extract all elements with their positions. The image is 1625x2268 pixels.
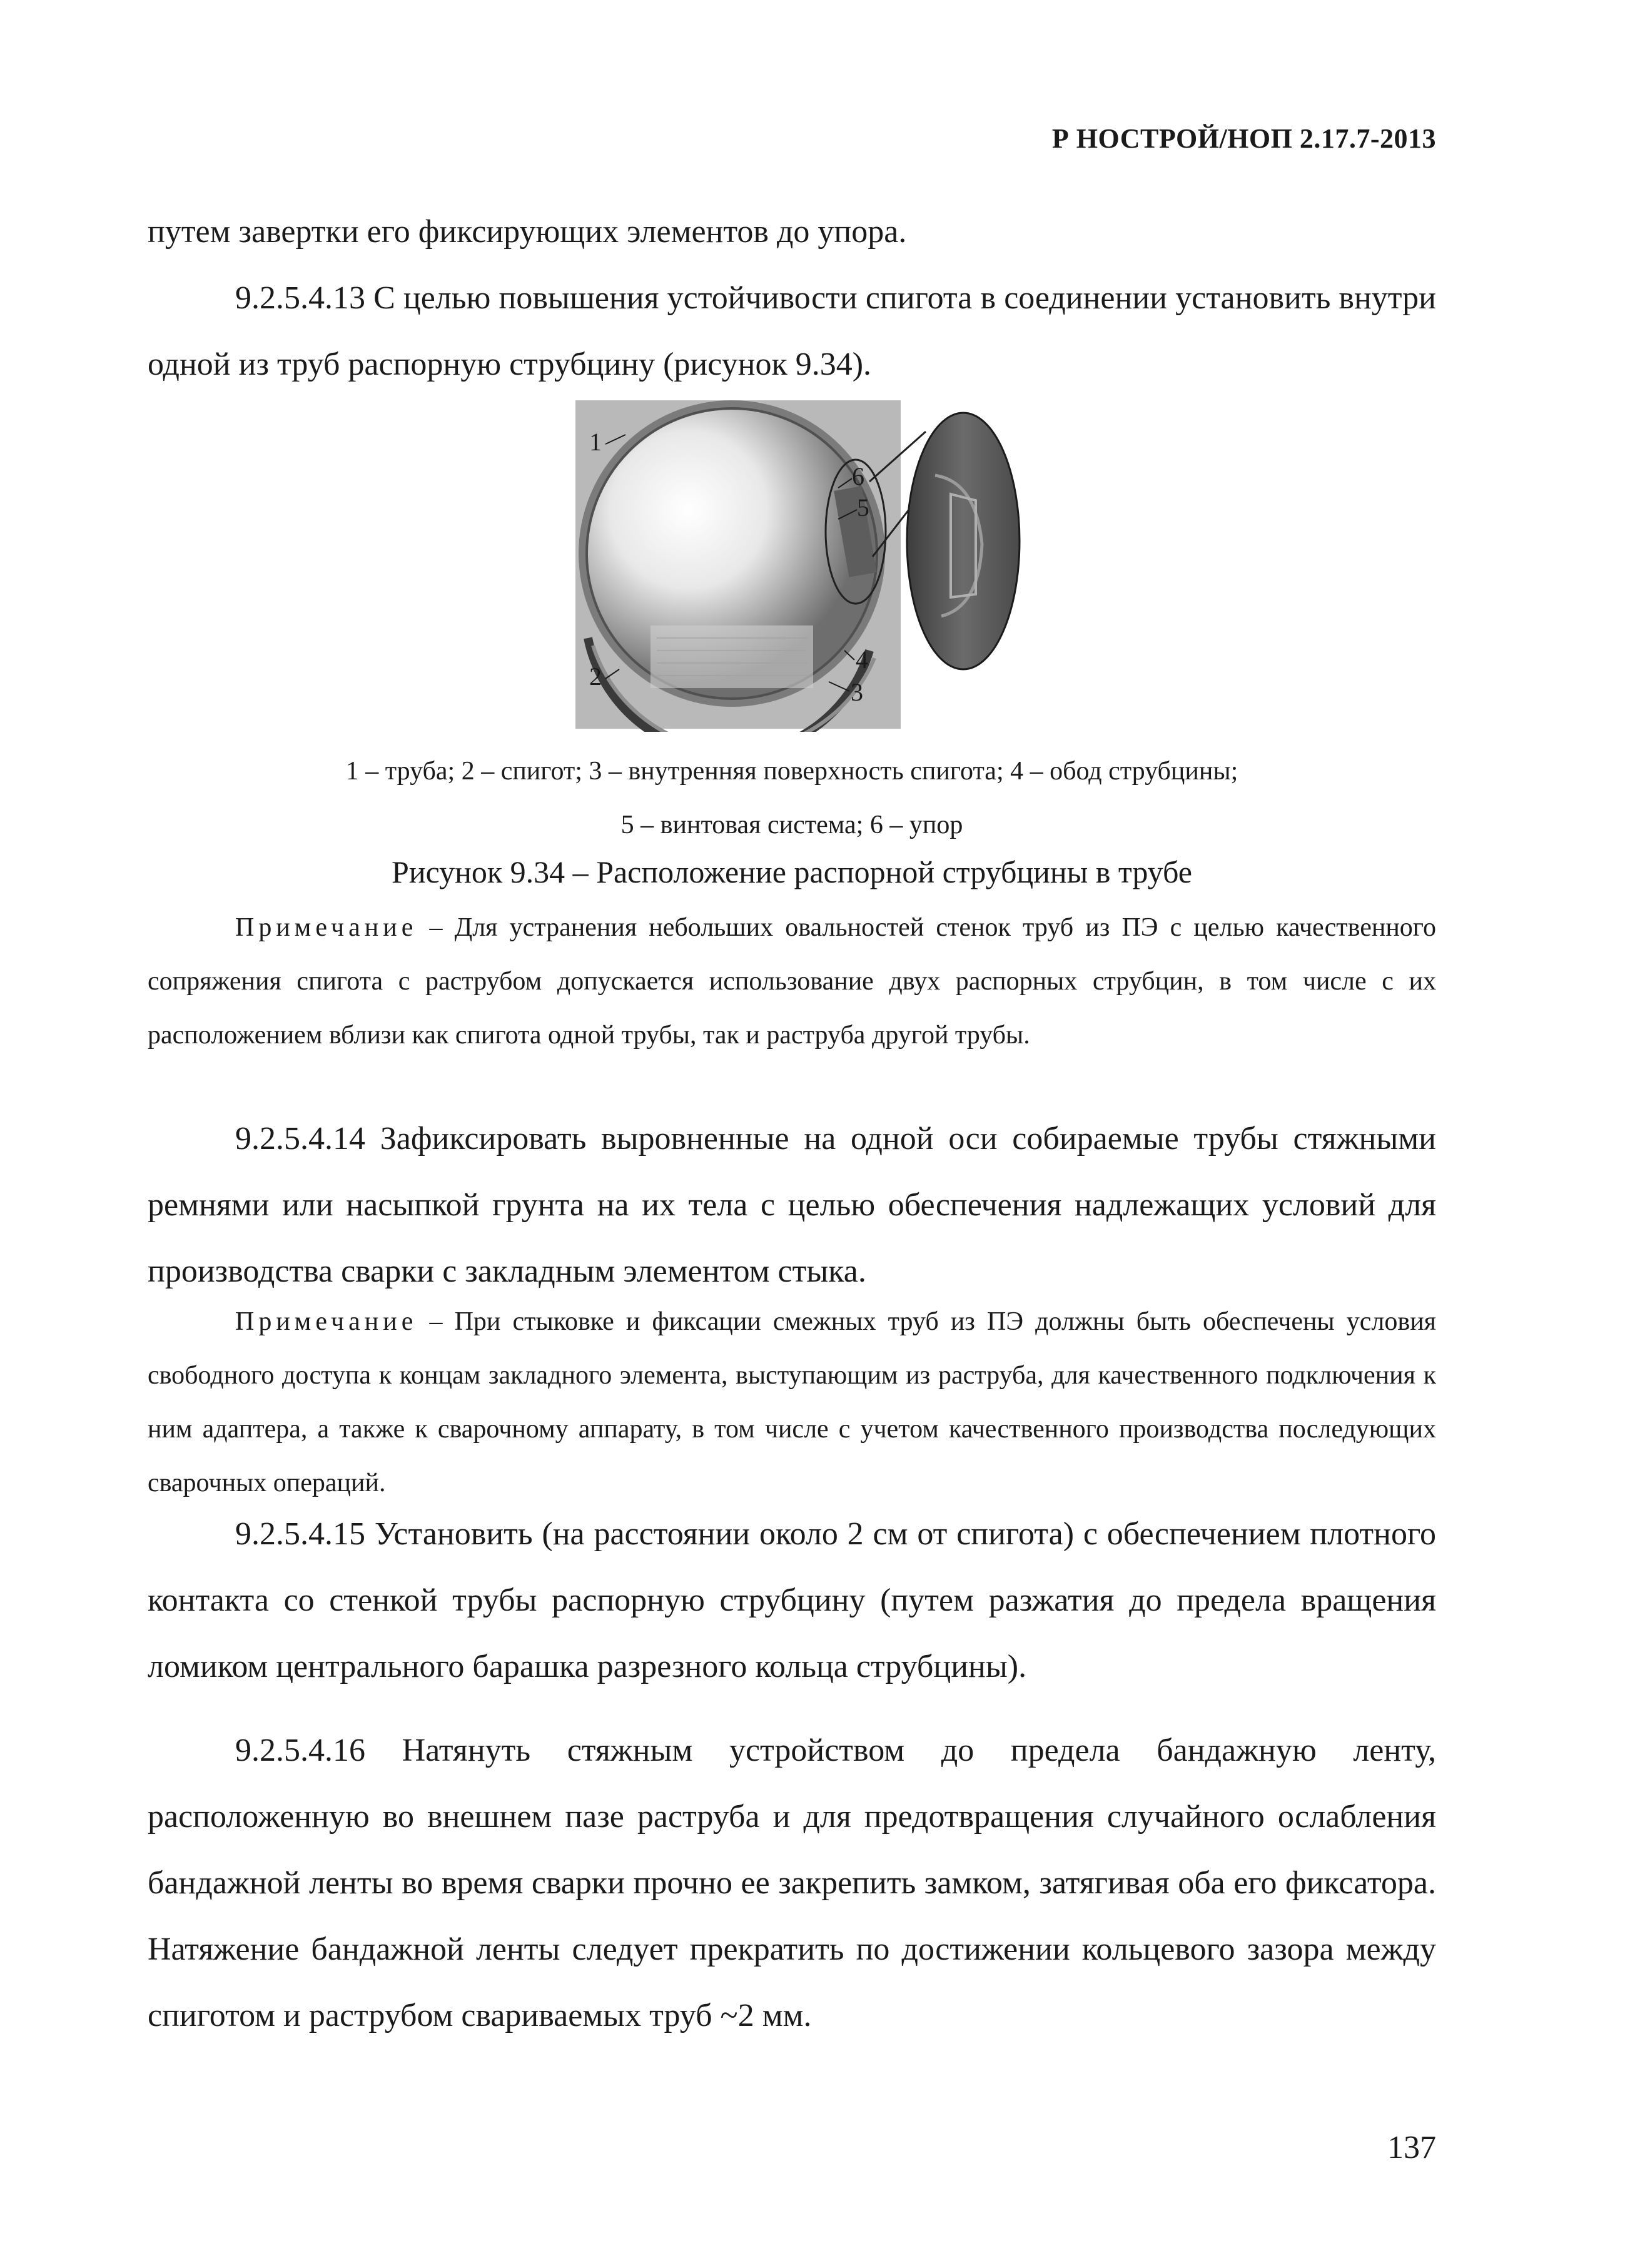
- fig-label-2: 2: [589, 662, 602, 691]
- paragraph-block-bottom: [148, 1501, 1436, 2049]
- note-1: [148, 901, 1436, 1062]
- paragraph-block-top: [148, 199, 1436, 398]
- fig-label-6: 6: [852, 462, 864, 490]
- figure-legend-line-2: 5 – винтовая система; 6 – упор: [620, 811, 963, 839]
- page-number: 137: [1387, 2130, 1436, 2165]
- note-1-label: Примечание: [235, 913, 418, 942]
- document-code-header: Р НОСТРОЙ/НОП 2.17.7-2013: [1051, 123, 1436, 154]
- figure-title: Рисунок 9.34 – Расположение распорной струбцины в трубе: [392, 854, 1192, 889]
- fig-label-3: 3: [851, 678, 863, 706]
- note-1-text: – Для устранения небольших овальностей стенок труб из ПЭ с целью качественного сопряжения спигота с раструбом допускается использование двух распорных струбцин, в том числе с их расположением вблизи как спигота одной трубы, так и раструба другой трубы.: [148, 913, 1436, 1050]
- figure-9-34: [575, 400, 1026, 732]
- figure-legend: [148, 744, 1436, 852]
- fig-label-1: 1: [589, 428, 602, 456]
- paragraph-continuation: путем завертки его фиксирующих элементов до упора.: [148, 214, 907, 250]
- paragraph-9-2-5-4-15: 9.2.5.4.15 Установить (на расстоянии около 2 см от спигота) с обеспечением плотного контакта со стенкой трубы распорную струбцину (путем разжатия до предела вращения ломиком центрального барашка разрезного кольца струбцины).: [148, 1516, 1436, 1684]
- note-2: [148, 1295, 1436, 1510]
- fig-label-4: 4: [856, 645, 868, 674]
- zoomed-clamp-view: [907, 413, 1020, 669]
- pipe-clamp-photo: [575, 400, 1026, 732]
- paragraph-9-2-5-4-16: 9.2.5.4.16 Натянуть стяжным устройством до предела бандажную ленту, расположенную во внешнем пазе раструба и для предотвращения случайного ослабления бандажной ленты во время сварки прочно ее закрепить замком, затягивая оба его фиксатора. Натяжение бандажной ленты следует прекратить по достижении кольцевого зазора между спиготом и раструбом свариваемых труб ~2 мм.: [148, 1733, 1436, 2033]
- paragraph-9-2-5-4-14: 9.2.5.4.14 Зафиксировать выровненные на одной оси собираемые трубы стяжными ремнями или насыпкой грунта на их тела с целью обеспечения надлежащих условий для производства сварки с закладным элементом стыка.: [148, 1121, 1436, 1289]
- note-2-label: Примечание: [235, 1307, 418, 1336]
- paragraph-9-2-5-4-14-block: [148, 1106, 1436, 1305]
- note-2-text: – При стыковке и фиксации смежных труб из ПЭ должны быть обеспечены условия свободного доступа к концам закладного элемента, выступающим из раструба, для качественного подключения к ним адаптера, а также к сварочному аппарату, в том числе с учетом качественного производства последующих сварочных операций.: [148, 1307, 1436, 1497]
- pipe-inner-surface: [651, 625, 813, 688]
- paragraph-9-2-5-4-13: 9.2.5.4.13 С целью повышения устойчивости спигота в соединении установить внутри одной из труб распорную струбцину (рисунок 9.34).: [148, 280, 1436, 382]
- figure-legend-line-1: 1 – труба; 2 – спигот; 3 – внутренняя поверхность спигота; 4 – обод струбцины;: [345, 757, 1238, 786]
- fig-label-5: 5: [857, 494, 869, 522]
